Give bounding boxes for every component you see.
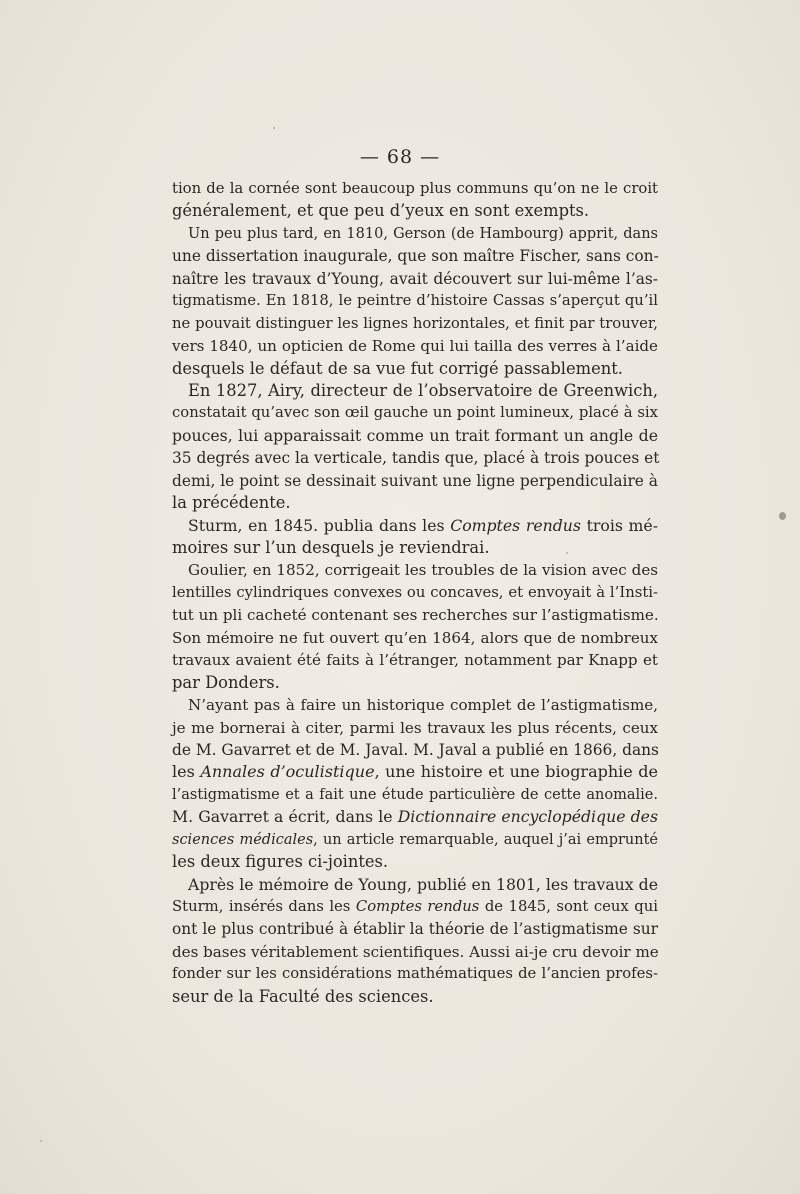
text-segment: de 1845, sont ceux qui (479, 898, 658, 915)
text-segment: Sturm, insérés dans les (172, 898, 356, 915)
text-line: généralement, et que peu d’yeux en sont exempts. (172, 201, 590, 221)
text-line: les deux figures ci-jointes. (172, 852, 389, 872)
text-line: de M. Gavarret et de M. Javal. M. Javal a publié en 1866, dans (172, 740, 659, 759)
text-segment: trois mé- (580, 515, 659, 535)
text-line: des bases véritablement scientifiques. Aussi ai-je cru devoir me (172, 942, 659, 961)
text-line: seur de la Faculté des sciences. (172, 986, 434, 1006)
text-line: Goulier, en 1852, corrigeait les troubles de la vision avec des (188, 561, 658, 580)
text-line: lentilles cylindriques convexes ou concaves, et envoyait à l’Insti- (172, 583, 658, 601)
text-segment: , un article remarquable, auquel j’ai emprunté (313, 831, 659, 848)
italic-title: Comptes rendus (450, 515, 581, 535)
text-line (172, 515, 658, 537)
text-line: Après le mémoire de Young, publié en 1801, les travaux de (188, 874, 658, 894)
text-line: moires sur l’un desquels je reviendrai. (172, 538, 490, 557)
text-line (172, 896, 658, 918)
text-line: la précédente. (172, 493, 291, 513)
paper-speck (40, 1140, 42, 1142)
text-line (172, 829, 658, 851)
text-line: constatait qu’avec son œil gauche un point lumineux, placé à six (172, 404, 658, 422)
italic-title: Dictionnaire encyclopédique des (397, 807, 658, 827)
text-line (172, 806, 658, 828)
text-line: je me bornerai à citer, parmi les travaux les plus récents, ceux (172, 718, 658, 737)
text-segment: Sturm, en 1845. publia dans les (188, 515, 451, 535)
text-line: vers 1840, un opticien de Rome qui lui tailla des verres à l’aide (172, 337, 658, 356)
text-line: une dissertation inaugurale, que son maître Fischer, sans con- (172, 247, 659, 266)
text-line: Un peu plus tard, en 1810, Gerson (de Hambourg) apprit, dans (188, 225, 658, 242)
paper-speck (273, 127, 275, 129)
text-line: fonder sur les considérations mathématiques de l’ancien profes- (172, 965, 658, 983)
text-line: pouces, lui apparaissait comme un trait formant un angle de (172, 425, 658, 445)
text-segment: les (172, 762, 201, 782)
text-line: Son mémoire ne fut ouvert qu’en 1864, alors que de nombreux (172, 628, 658, 647)
text-line (172, 761, 658, 783)
text-line: tion de la cornée sont beaucoup plus communs qu’on ne le croit (172, 180, 658, 197)
page-number: — 68 — (359, 146, 441, 168)
text-line: En 1827, Airy, directeur de l’observatoire de Greenwich, (188, 380, 658, 400)
text-line: desquels le défaut de sa vue fut corrigé passablement. (172, 358, 623, 378)
text-segment: , une histoire et une biographie de (374, 762, 658, 782)
text-line: demi, le point se dessinait suivant une ligne perpendiculaire à (172, 471, 658, 490)
text-line: tut un pli cacheté contenant ses recherches sur l’astigmatisme. (172, 606, 659, 625)
italic-title: sciences médicales (172, 831, 314, 848)
text-line: ne pouvait distinguer les lignes horizontales, et finit par trouver, (172, 314, 658, 332)
italic-title: Comptes rendus (355, 898, 480, 915)
paper-speck (566, 552, 568, 554)
paper-spot (779, 512, 786, 520)
text-line: 35 degrés avec la verticale, tandis que, placé à trois pouces et (172, 449, 660, 468)
text-line: l’astigmatisme et a fait une étude particulière de cette anomalie. (172, 786, 658, 803)
text-line: tigmatisme. En 1818, le peintre d’histoire Cassas s’aperçut qu’il (172, 292, 658, 310)
italic-title: Annales d’oculistique (200, 762, 375, 782)
text-line: ont le plus contribué à établir la théorie de l’astigmatisme sur (172, 920, 658, 939)
text-line: naître les travaux d’Young, avait découvert sur lui-même l’as- (172, 269, 658, 288)
text-line: N’ayant pas à faire un historique complet de l’astigmatisme, (188, 696, 658, 715)
text-line: par Donders. (172, 672, 280, 692)
body-text (172, 178, 658, 1008)
text-line: travaux avaient été faits à l’étranger, notamment par Knapp et (172, 651, 658, 670)
text-segment: M. Gavarret a écrit, dans le (172, 807, 398, 827)
